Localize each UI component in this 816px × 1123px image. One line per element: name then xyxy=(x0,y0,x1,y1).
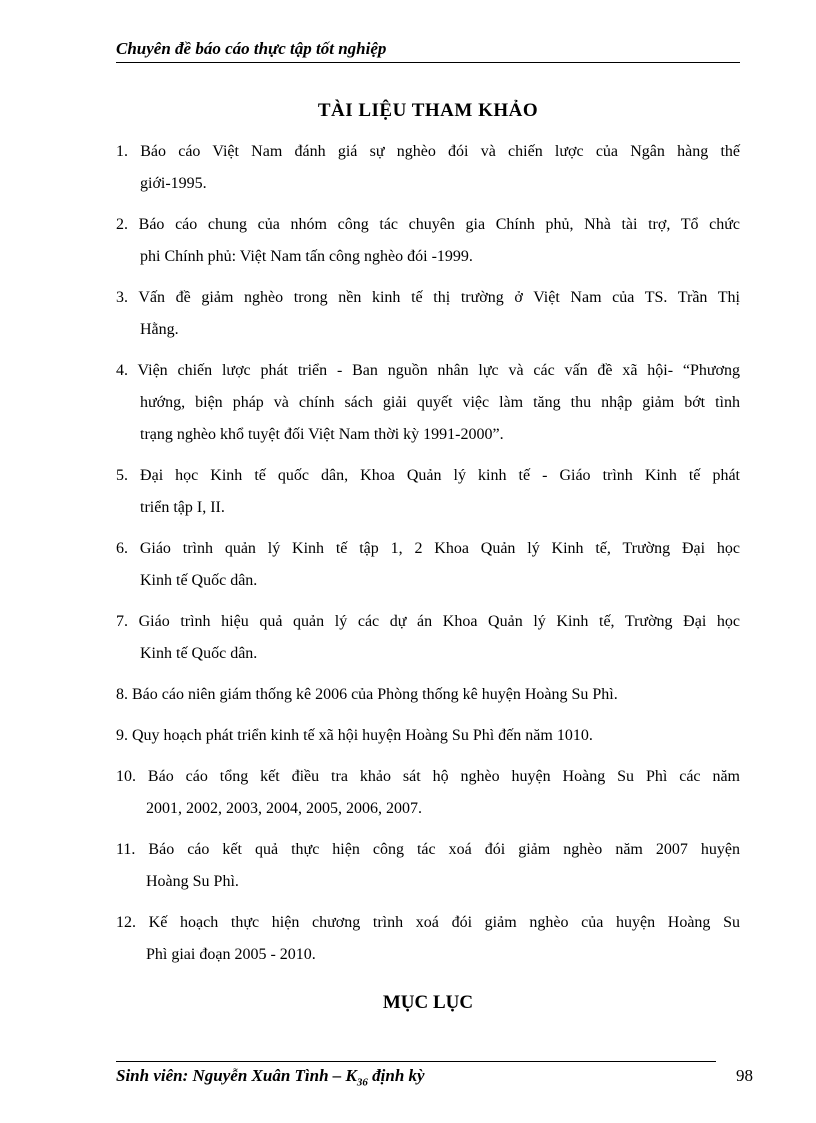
reference-line: trạng nghèo khổ tuyệt đối Việt Nam thời kỳ 1991-2000”. xyxy=(140,426,504,443)
reference-line: 9. Quy hoạch phát triển kinh tế xã hội huyện Hoàng Su Phì đến năm 1010. xyxy=(116,727,593,744)
reference-line: 12. Kế hoạch thực hiện chương trình xoá đói giảm nghèo của huyện Hoàng Su xyxy=(116,914,740,931)
reference-item-9 xyxy=(116,720,740,752)
page-number: 98 xyxy=(736,1066,753,1085)
reference-line: 8. Báo cáo niên giám thống kê 2006 của Phòng thống kê huyện Hoàng Su Phì. xyxy=(116,686,618,703)
reference-line: 4. Viện chiến lược phát triển - Ban nguồn nhân lực và các vấn đề xã hội- “Phương xyxy=(116,362,740,379)
reference-item-6 xyxy=(116,533,740,597)
reference-line: Kinh tế Quốc dân. xyxy=(140,645,258,662)
reference-line: phi Chính phủ: Việt Nam tấn công nghèo đói -1999. xyxy=(140,248,473,265)
header-title: Chuyên đề báo cáo thực tập tốt nghiệp xyxy=(116,39,387,58)
reference-list xyxy=(116,136,740,980)
reference-item-2 xyxy=(116,209,740,273)
page-header xyxy=(116,38,740,60)
reference-item-7 xyxy=(116,606,740,670)
footer-student-suffix: định kỳ xyxy=(367,1066,425,1085)
reference-line: hướng, biện pháp và chính sách giải quyết việc làm tăng thu nhập giảm bớt tình xyxy=(140,394,740,411)
reference-line: Kinh tế Quốc dân. xyxy=(140,572,258,589)
reference-item-10 xyxy=(116,761,740,825)
reference-item-3 xyxy=(116,282,740,346)
references-title: TÀI LIỆU THAM KHẢO xyxy=(317,100,539,121)
page-footer xyxy=(116,1066,425,1088)
reference-line: 5. Đại học Kinh tế quốc dân, Khoa Quản lý kinh tế - Giáo trình Kinh tế phát xyxy=(116,467,740,484)
header-divider xyxy=(116,62,740,63)
reference-item-4 xyxy=(116,355,740,451)
footer-student-name: Sinh viên: Nguyễn Xuân Tình – K xyxy=(116,1066,357,1085)
reference-line: 1. Báo cáo Việt Nam đánh giá sự nghèo đói và chiến lược của Ngân hàng thế xyxy=(116,143,740,160)
footer-course-subscript: 36 xyxy=(356,1076,368,1089)
reference-item-1 xyxy=(116,136,740,200)
footer-divider xyxy=(116,1061,716,1062)
table-of-contents-title: MỤC LỤC xyxy=(382,992,474,1013)
reference-line: 7. Giáo trình hiệu quả quản lý các dự án Khoa Quản lý Kinh tế, Trường Đại học xyxy=(116,613,740,630)
reference-item-8 xyxy=(116,679,740,711)
reference-line: giới-1995. xyxy=(140,175,207,192)
reference-line: 10. Báo cáo tổng kết điều tra khảo sát hộ nghèo huyện Hoàng Su Phì các năm xyxy=(116,768,740,785)
reference-line: 11. Báo cáo kết quả thực hiện công tác xoá đói giảm nghèo năm 2007 huyện xyxy=(116,841,740,858)
reference-item-12 xyxy=(116,907,740,971)
reference-line: triển tập I, II. xyxy=(140,499,225,516)
reference-item-5 xyxy=(116,460,740,524)
reference-line: 3. Vấn đề giảm nghèo trong nền kinh tế thị trường ở Việt Nam của TS. Trần Thị xyxy=(116,289,740,306)
reference-line: 6. Giáo trình quản lý Kinh tế tập 1, 2 Khoa Quản lý Kinh tế, Trường Đại học xyxy=(116,540,740,557)
reference-item-11 xyxy=(116,834,740,898)
reference-line: Phì giai đoạn 2005 - 2010. xyxy=(146,946,316,963)
reference-line: 2001, 2002, 2003, 2004, 2005, 2006, 2007. xyxy=(146,800,422,817)
reference-line: Hoàng Su Phì. xyxy=(146,873,239,890)
reference-line: Hằng. xyxy=(140,321,179,338)
reference-line: 2. Báo cáo chung của nhóm công tác chuyên gia Chính phủ, Nhà tài trợ, Tổ chức xyxy=(116,216,740,233)
